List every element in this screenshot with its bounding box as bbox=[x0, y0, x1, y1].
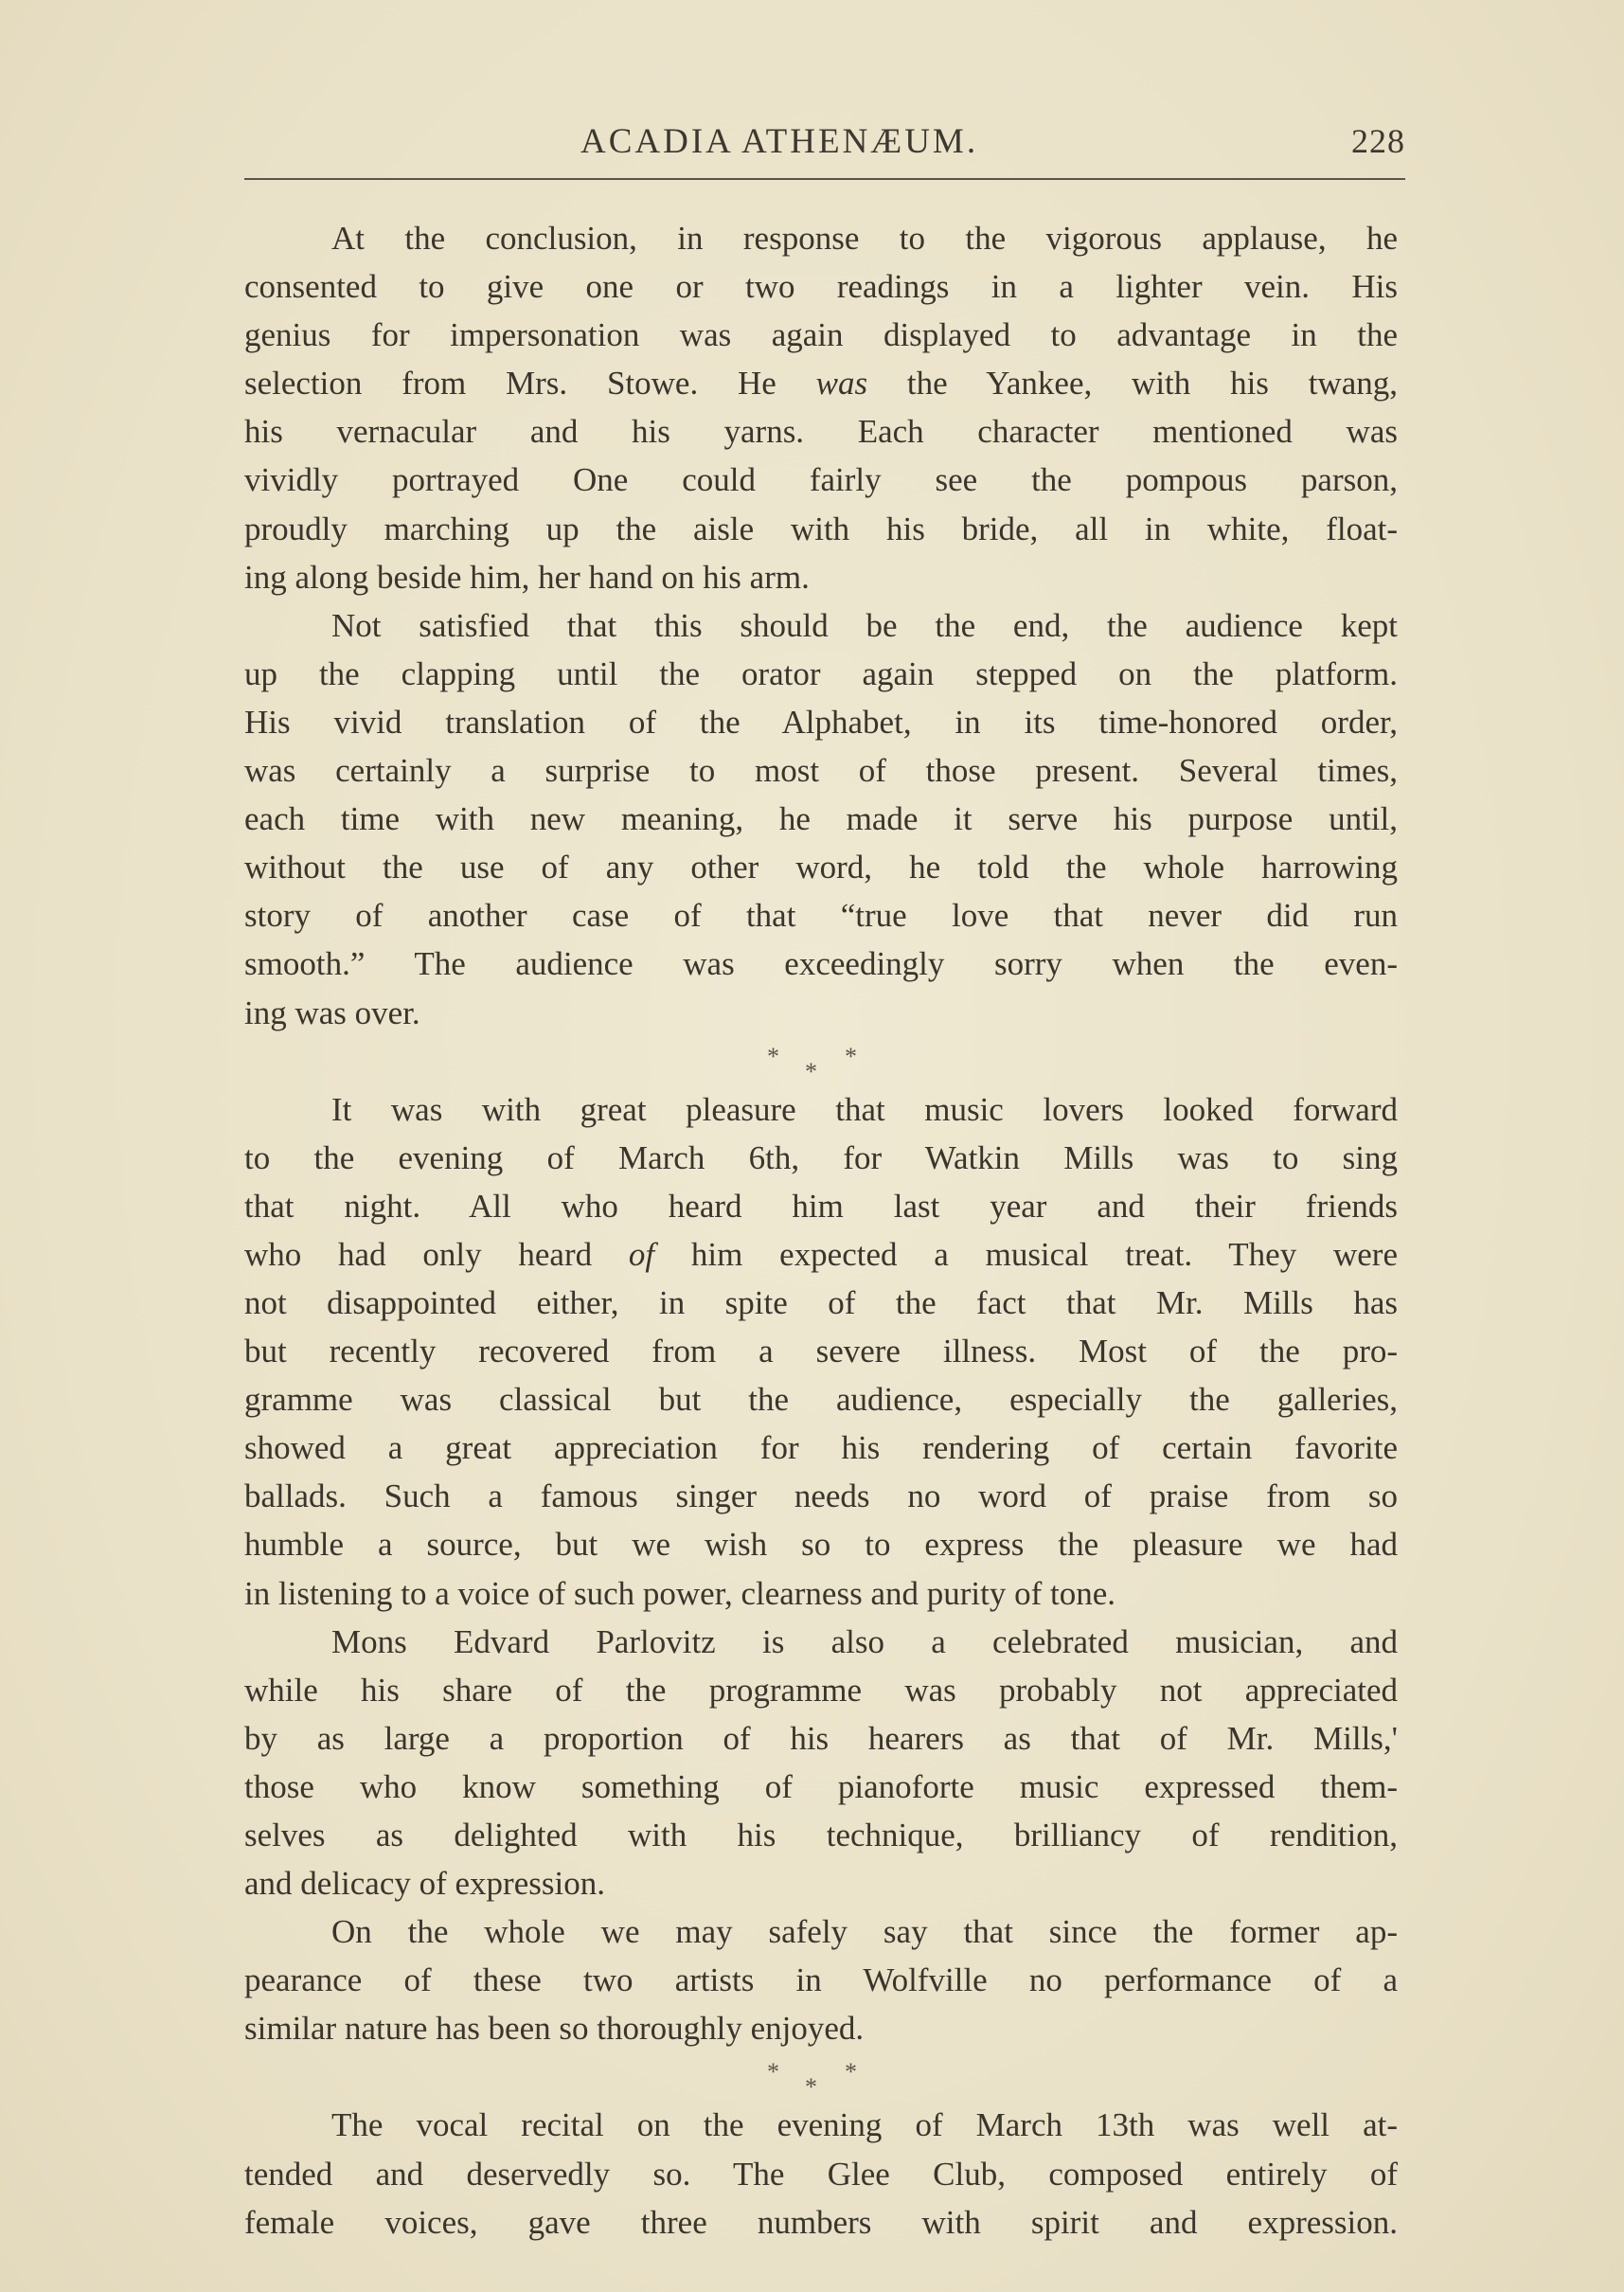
text-line: not disappointed either, in spite of the fact that Mr. Mills has bbox=[244, 1283, 1398, 1321]
asterism-star: * bbox=[767, 1042, 779, 1070]
text-line: selection from Mrs. Stowe. He was the Yankee, with his twang, bbox=[244, 365, 1398, 403]
text-line: On the whole we may safely say that since the former ap- bbox=[331, 1913, 1398, 1951]
running-title: ACADIA ATHENÆUM. bbox=[580, 122, 979, 161]
text-line: ing was over. bbox=[244, 994, 420, 1031]
text-line: His vivid translation of the Alphabet, in its time-honored order, bbox=[244, 703, 1398, 741]
text-line: The vocal recital on the evening of March 13th was well at- bbox=[331, 2106, 1398, 2144]
article-body bbox=[244, 214, 1398, 2247]
text-line: that night. All who heard him last year and their friends bbox=[244, 1187, 1398, 1225]
text-line: but recently recovered from a severe illness. Most of the pro- bbox=[244, 1333, 1398, 1370]
text-line: At the conclusion, in response to the vigorous applause, he bbox=[331, 220, 1398, 257]
text-line: It was with great pleasure that music lovers looked forward bbox=[331, 1090, 1398, 1128]
asterism-star: * bbox=[845, 2058, 857, 2086]
text-line: genius for impersonation was again displayed to advantage in the bbox=[244, 316, 1398, 354]
text-line: female voices, gave three numbers with spirit and expression. bbox=[244, 2203, 1398, 2241]
text-line: up the clapping until the orator again stepped on the platform. bbox=[244, 654, 1398, 692]
text-line: selves as delighted with his technique, brilliancy of rendition, bbox=[244, 1817, 1398, 1853]
text-line: was certainly a surprise to most of those present. Several times, bbox=[244, 752, 1398, 790]
text-line: ballads. Such a famous singer needs no word of praise from so bbox=[244, 1477, 1398, 1515]
text-line: humble a source, but we wish so to express the pleasure we had bbox=[244, 1526, 1398, 1564]
page-header bbox=[244, 112, 1405, 169]
text-line: tended and deservedly so. The Glee Club, composed entirely of bbox=[244, 2155, 1398, 2193]
text-line: while his share of the programme was probably not appreciated bbox=[244, 1671, 1398, 1709]
text-line: Mons Edvard Parlovitz is also a celebrated musician, and bbox=[331, 1622, 1398, 1660]
asterism-star: * bbox=[805, 2073, 817, 2102]
text-line: proudly marching up the aisle with his bride, all in white, float- bbox=[244, 510, 1398, 547]
text-line: gramme was classical but the audience, especially the galleries, bbox=[244, 1381, 1398, 1419]
asterism-star: * bbox=[845, 1042, 857, 1070]
text-line: pearance of these two artists in Wolfville no performance of a bbox=[244, 1961, 1398, 1999]
text-line: Not satisfied that this should be the end, the audience kept bbox=[331, 606, 1398, 644]
text-line: story of another case of that “true love that never did run bbox=[244, 897, 1398, 935]
text-line: ing along beside him, her hand on his arm. bbox=[244, 558, 810, 596]
text-line: vividly portrayed One could fairly see the pompous parson, bbox=[244, 461, 1398, 499]
page-number: 228 bbox=[1351, 122, 1405, 160]
text-line: those who know something of pianoforte music expressed them- bbox=[244, 1767, 1398, 1805]
text-line: to the evening of March 6th, for Watkin Mills was to sing bbox=[244, 1138, 1398, 1176]
text-line: his vernacular and his yarns. Each character mentioned was bbox=[244, 413, 1398, 451]
text-line: each time with new meaning, he made it serve his purpose until, bbox=[244, 800, 1398, 838]
italic-word: of bbox=[628, 1235, 655, 1273]
header-rule bbox=[244, 178, 1405, 180]
text-line: consented to give one or two readings in a lighter vein. His bbox=[244, 268, 1398, 306]
text-line: without the use of any other word, he told the whole harrowing bbox=[244, 849, 1398, 886]
text-line: by as large a proportion of his hearers as that of Mr. Mills,' bbox=[244, 1719, 1398, 1757]
text-line: who had only heard of him expected a musical treat. They were bbox=[244, 1235, 1398, 1273]
text-line: in listening to a voice of such power, clearness and purity of tone. bbox=[244, 1574, 1116, 1612]
asterism-star: * bbox=[805, 1057, 817, 1085]
asterism-star: * bbox=[767, 2058, 779, 2086]
italic-word: was bbox=[815, 365, 868, 403]
section-divider bbox=[244, 2052, 1398, 2101]
text-line: similar nature has been so thoroughly enjoyed. bbox=[244, 2010, 865, 2048]
text-line: and delicacy of expression. bbox=[244, 1865, 605, 1903]
text-line: showed a great appreciation for his rendering of certain favorite bbox=[244, 1429, 1398, 1467]
section-divider bbox=[244, 1037, 1398, 1085]
text-line: smooth.” The audience was exceedingly sorry when the even- bbox=[244, 945, 1398, 983]
